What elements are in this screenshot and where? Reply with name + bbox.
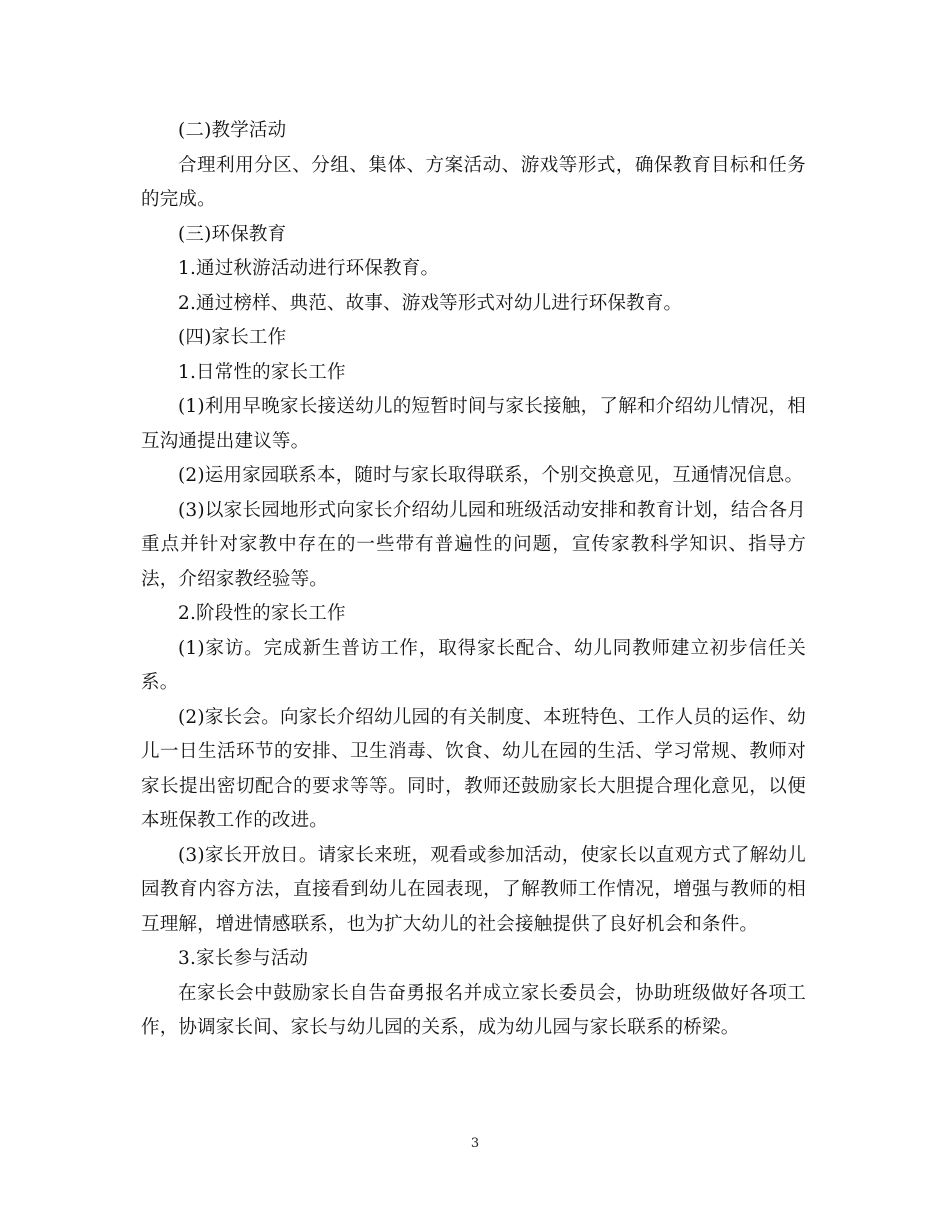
subheading-parent-participation: 3.家长参与活动: [178, 948, 309, 969]
list-item-parent-board: (3)以家长园地形式向家长介绍幼儿园和班级活动安排和教育计划，结合各月重点并针对家教中存在的一些带有普遍性的问题，宣传家教科学知识、指导方法，介绍家教经验等。: [141, 499, 806, 590]
list-item-contact-book: (2)运用家园联系本，随时与家长取得联系，个别交换意见，互通情况信息。: [178, 465, 804, 486]
subheading-periodic-parent-work: 2.阶段性的家长工作: [178, 603, 346, 624]
list-item-open-day: (3)家长开放日。请家长来班，观看或参加活动，使家长以直观方式了解幼儿园教育内容方法，直接看到幼儿在园表现，了解教师工作情况，增强与教师的相互理解，增进情感联系，也为扩大幼儿的社会接触提供了良好机会和条件。: [141, 844, 806, 935]
section-heading-environmental-education: (三)环保教育: [178, 223, 287, 245]
list-item-role-models: 2.通过榜样、典范、故事、游戏等形式对幼儿进行环保教育。: [178, 292, 683, 314]
page-number: 3: [470, 1136, 480, 1151]
list-item-autumn-outing: 1.通过秋游活动进行环保教育。: [178, 258, 440, 279]
list-item-home-visit: (1)家访。完成新生普访工作，取得家长配合、幼儿同教师建立初步信任关系。: [141, 637, 806, 693]
list-item-parent-meeting: (2)家长会。向家长介绍幼儿园的有关制度、本班特色、工作人员的运作、幼儿一日生活环节的安排、卫生消毒、饮食、幼儿在园的生活、学习常规、教师对家长提出密切配合的要求等等。同时，教师还鼓励家长大胆提合理化意见，以便本班保教工作的改进。: [141, 706, 806, 831]
paragraph-teaching-forms: 合理利用分区、分组、集体、方案活动、游戏等形式，确保教育目标和任务的完成。: [141, 154, 806, 210]
document-body: [141, 114, 806, 1046]
section-heading-parent-work: (四)家长工作: [178, 327, 287, 348]
section-heading-teaching-activities: (二)教学活动: [178, 120, 287, 141]
subheading-daily-parent-work: 1.日常性的家长工作: [178, 361, 346, 383]
list-item-pickup-contact: (1)利用早晚家长接送幼儿的短暂时间与家长接触，了解和介绍幼儿情况，相互沟通提出建议等。: [141, 396, 806, 452]
paragraph-parent-committee: 在家长会中鼓励家长自告奋勇报名并成立家长委员会，协助班级做好各项工作，协调家长间、家长与幼儿园的关系，成为幼儿园与家长联系的桥梁。: [141, 982, 806, 1038]
